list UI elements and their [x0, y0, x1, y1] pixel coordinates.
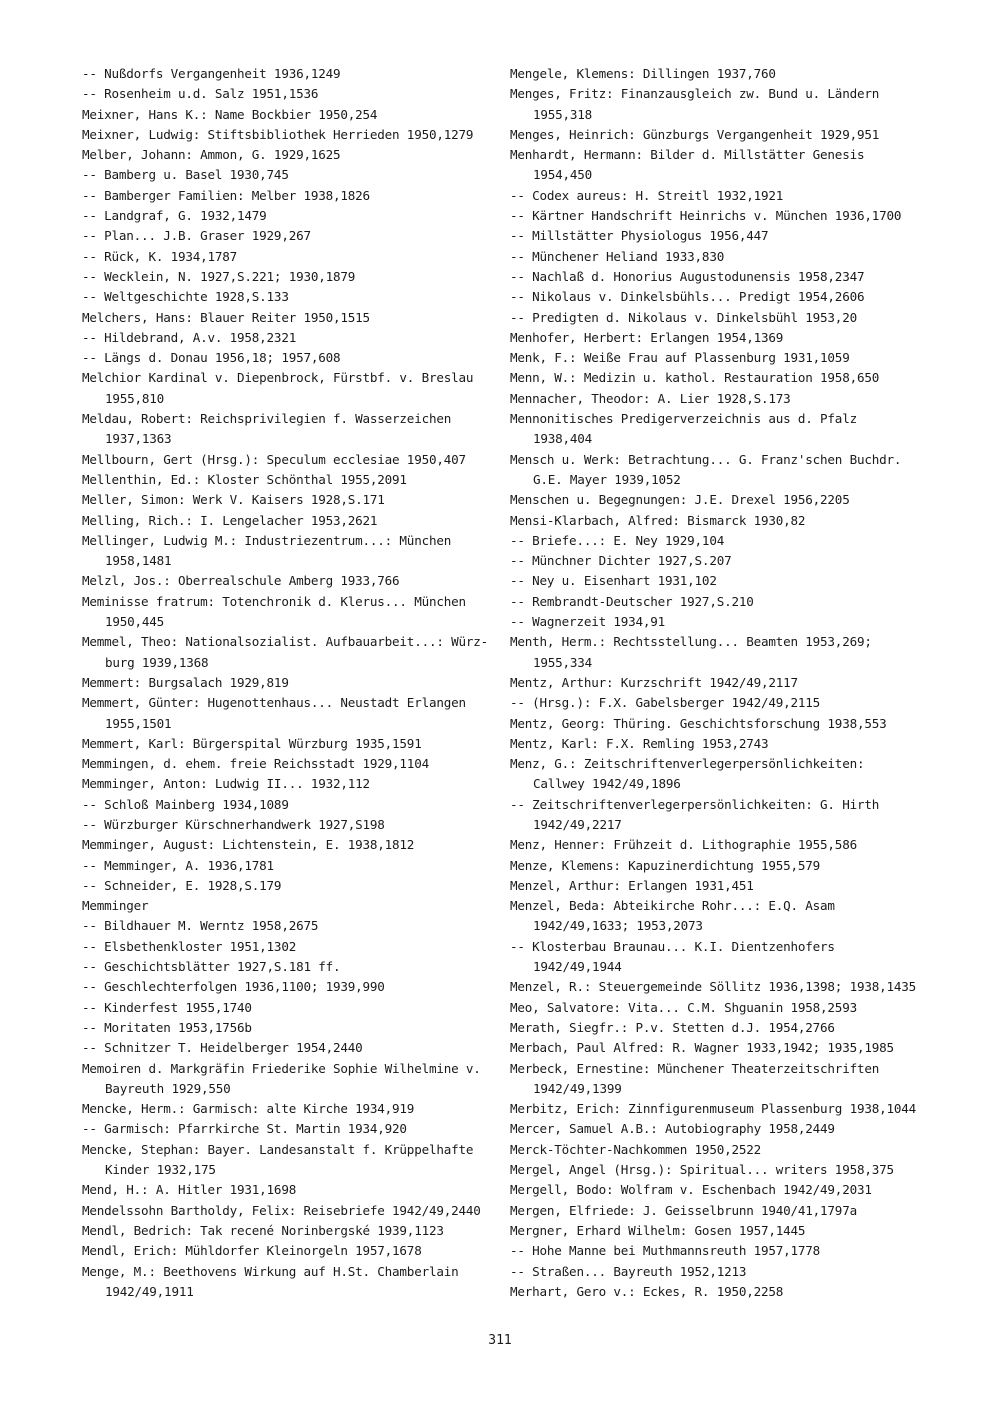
index-entry: -- Landgraf, G. 1932,1479 — [82, 208, 267, 224]
index-entry: Mensi-Klarbach, Alfred: Bismarck 1930,82 — [510, 512, 806, 528]
index-entry: Memmingen, d. ehem. freie Reichsstadt 1929,1104 — [82, 756, 429, 772]
index-entry: Merbitz, Erich: Zinnfigurenmuseum Plassenburg 1938,1044 — [510, 1101, 917, 1117]
index-entry-continuation: Callwey 1942/49,1896 — [533, 776, 681, 792]
index-entry-continuation: burg 1939,1368 — [105, 654, 209, 670]
index-entry: -- Schnitzer T. Heidelberger 1954,2440 — [82, 1040, 363, 1056]
index-entry: -- Garmisch: Pfarrkirche St. Martin 1934,920 — [82, 1121, 407, 1137]
index-entry-continuation: 1937,1363 — [105, 431, 172, 447]
index-entry-continuation: Bayreuth 1929,550 — [105, 1080, 231, 1096]
index-entry: -- Nachlaß d. Honorius Augustodunensis 1958,2347 — [510, 268, 865, 284]
index-entry: Menzel, Arthur: Erlangen 1931,451 — [510, 877, 754, 893]
index-entry: Melchers, Hans: Blauer Reiter 1950,1515 — [82, 309, 370, 325]
index-entry: Mellenthin, Ed.: Kloster Schönthal 1955,2091 — [82, 471, 407, 487]
index-entry: Mercer, Samuel A.B.: Autobiography 1958,2449 — [510, 1121, 835, 1137]
index-entry: Mencke, Stephan: Bayer. Landesanstalt f. Krüppelhafte — [82, 1141, 474, 1157]
left-column — [82, 64, 492, 1302]
index-entry: -- Rosenheim u.d. Salz 1951,1536 — [82, 86, 319, 102]
index-entry: Meixner, Ludwig: Stiftsbibliothek Herrieden 1950,1279 — [82, 126, 474, 142]
index-entry: Melling, Rich.: I. Lengelacher 1953,2621 — [82, 512, 378, 528]
index-entry-continuation: 1954,450 — [533, 167, 593, 183]
index-entry: -- Schloß Mainberg 1934,1089 — [82, 796, 289, 812]
index-entry: Merbeck, Ernestine: Münchener Theaterzeitschriften — [510, 1060, 880, 1076]
index-entry: Memmert: Burgsalach 1929,819 — [82, 674, 289, 690]
index-entry: -- Rembrandt-Deutscher 1927,S.210 — [510, 593, 754, 609]
index-entry: Memminger — [82, 898, 149, 914]
index-entry: Menn, W.: Medizin u. kathol. Restauration 1958,650 — [510, 370, 880, 386]
index-entry: Mentz, Karl: F.X. Remling 1953,2743 — [510, 735, 769, 751]
index-entry-continuation: 1955,810 — [105, 390, 165, 406]
index-entry: -- Moritaten 1953,1756b — [82, 1019, 252, 1035]
index-entry: Merhart, Gero v.: Eckes, R. 1950,2258 — [510, 1283, 784, 1299]
index-entry-continuation: 1942/49,1944 — [533, 959, 622, 975]
index-entry: Menze, Klemens: Kapuzinerdichtung 1955,579 — [510, 857, 821, 873]
index-entry: -- Geschichtsblätter 1927,S.181 ff. — [82, 959, 341, 975]
index-entry: -- Weltgeschichte 1928,S.133 — [82, 289, 289, 305]
index-entry: Mennacher, Theodor: A. Lier 1928,S.173 — [510, 390, 791, 406]
index-entry: Merck-Töchter-Nachkommen 1950,2522 — [510, 1141, 761, 1157]
index-entry: -- Plan... J.B. Graser 1929,267 — [82, 228, 311, 244]
index-entry: Mellbourn, Gert (Hrsg.): Speculum ecclesiae 1950,407 — [82, 451, 466, 467]
index-entry: Menz, G.: Zeitschriftenverlegerpersönlichkeiten: — [510, 756, 865, 772]
index-entry: Memminger, Anton: Ludwig II... 1932,112 — [82, 776, 370, 792]
index-entry: Mergell, Bodo: Wolfram v. Eschenbach 1942/49,2031 — [510, 1182, 872, 1198]
index-entry: -- Memminger, A. 1936,1781 — [82, 857, 274, 873]
index-entry: Mergel, Angel (Hrsg.): Spiritual... writers 1958,375 — [510, 1162, 894, 1178]
index-entry: -- Straßen... Bayreuth 1952,1213 — [510, 1263, 747, 1279]
index-entry: Mentz, Georg: Thüring. Geschichtsforschung 1938,553 — [510, 715, 887, 731]
index-entry: -- Wagnerzeit 1934,91 — [510, 614, 666, 630]
index-entry: -- Hildebrand, A.v. 1958,2321 — [82, 329, 297, 345]
index-entry: -- Schneider, E. 1928,S.179 — [82, 877, 282, 893]
index-entry: -- Zeitschriftenverlegerpersönlichkeiten: G. Hirth — [510, 796, 880, 812]
index-entry: Memoiren d. Markgräfin Friederike Sophie Wilhelmine v. — [82, 1060, 481, 1076]
index-entry: Menschen u. Begegnungen: J.E. Drexel 1956,2205 — [510, 492, 850, 508]
index-entry-continuation: 1955,1501 — [105, 715, 172, 731]
index-entry-continuation: 1942/49,1399 — [533, 1080, 622, 1096]
index-entry: Mend, H.: A. Hitler 1931,1698 — [82, 1182, 297, 1198]
index-entry-continuation: 1938,404 — [533, 431, 593, 447]
index-entry: Memminger, August: Lichtenstein, E. 1938,1812 — [82, 837, 415, 853]
index-entry: Mergen, Elfriede: J. Geisselbrunn 1940/41,1797a — [510, 1202, 857, 1218]
index-entry: -- Münchener Heliand 1933,830 — [510, 248, 725, 264]
index-entry: Memmert, Günter: Hugenottenhaus... Neustadt Erlangen — [82, 695, 466, 711]
index-entry: Menk, F.: Weiße Frau auf Plassenburg 1931,1059 — [510, 350, 850, 366]
index-entry: Menges, Fritz: Finanzausgleich zw. Bund u. Ländern — [510, 86, 880, 102]
index-entry: -- Klosterbau Braunau... K.I. Dientzenhofers — [510, 938, 835, 954]
index-entry-continuation: 1950,445 — [105, 614, 165, 630]
index-entry: Melchior Kardinal v. Diepenbrock, Fürstbf. v. Breslau — [82, 370, 474, 386]
index-entry: Memmert, Karl: Bürgerspital Würzburg 1935,1591 — [82, 735, 422, 751]
index-entry: Menges, Heinrich: Günzburgs Vergangenheit 1929,951 — [510, 126, 880, 142]
index-entry: -- Nußdorfs Vergangenheit 1936,1249 — [82, 66, 341, 81]
index-entry: Menz, Henner: Frühzeit d. Lithographie 1955,586 — [510, 837, 857, 853]
index-entry: -- Hohe Manne bei Muthmannsreuth 1957,1778 — [510, 1243, 821, 1259]
index-entry-continuation: G.E. Mayer 1939,1052 — [533, 471, 681, 487]
index-entry: Mellinger, Ludwig M.: Industriezentrum...: München — [82, 532, 452, 548]
index-entry: -- Briefe...: E. Ney 1929,104 — [510, 532, 725, 548]
index-entry-continuation: 1942/49,2217 — [533, 816, 622, 832]
index-entry-continuation: 1958,1481 — [105, 553, 172, 569]
index-entry: Melber, Johann: Ammon, G. 1929,1625 — [82, 147, 341, 163]
index-entry: Mengele, Klemens: Dillingen 1937,760 — [510, 66, 776, 81]
index-entry: Menhardt, Hermann: Bilder d. Millstätter Genesis — [510, 147, 865, 163]
index-entry: Melzl, Jos.: Oberrealschule Amberg 1933,766 — [82, 573, 400, 589]
index-entry-continuation: 1942/49,1911 — [105, 1283, 194, 1299]
index-entry: -- Würzburger Kürschnerhandwerk 1927,S198 — [82, 816, 385, 832]
index-entry: -- Nikolaus v. Dinkelsbühls... Predigt 1954,2606 — [510, 289, 865, 305]
index-entry: Mendl, Erich: Mühldorfer Kleinorgeln 1957,1678 — [82, 1243, 422, 1259]
index-entry: -- Bamberg u. Basel 1930,745 — [82, 167, 289, 183]
index-entry: Menzel, Beda: Abteikirche Rohr...: E.Q. Asam — [510, 898, 835, 914]
index-entry: Menge, M.: Beethovens Wirkung auf H.St. Chamberlain — [82, 1263, 459, 1279]
index-entry-continuation: 1955,318 — [533, 106, 593, 122]
index-entry: -- Kärtner Handschrift Heinrichs v. München 1936,1700 — [510, 208, 902, 224]
index-entry: Mendelssohn Bartholdy, Felix: Reisebriefe 1942/49,2440 — [82, 1202, 481, 1218]
index-entry: Mergner, Erhard Wilhelm: Gosen 1957,1445 — [510, 1222, 806, 1238]
index-entry: Mensch u. Werk: Betrachtung... G. Franz'schen Buchdr. — [510, 451, 902, 467]
index-entry: Mennonitisches Predigerverzeichnis aus d. Pfalz — [510, 411, 857, 427]
index-entry: Memmel, Theo: Nationalsozialist. Aufbauarbeit...: Würz- — [82, 634, 489, 650]
index-entry: Meo, Salvatore: Vita... C.M. Shguanin 1958,2593 — [510, 999, 857, 1015]
index-entry: -- Millstätter Physiologus 1956,447 — [510, 228, 769, 244]
index-entry-continuation: 1942/49,1633; 1953,2073 — [533, 918, 703, 934]
index-entry: -- (Hrsg.): F.X. Gabelsberger 1942/49,2115 — [510, 695, 821, 711]
index-entry: -- Elsbethenkloster 1951,1302 — [82, 938, 297, 954]
index-entry: Meixner, Hans K.: Name Bockbier 1950,254 — [82, 106, 378, 122]
index-entry: Menzel, R.: Steuergemeinde Söllitz 1936,1398; 1938,1435 — [510, 979, 917, 995]
index-entry: -- Wecklein, N. 1927,S.221; 1930,1879 — [82, 268, 356, 284]
index-entry: -- Predigten d. Nikolaus v. Dinkelsbühl 1953,20 — [510, 309, 857, 325]
index-entry: Menhofer, Herbert: Erlangen 1954,1369 — [510, 329, 784, 345]
index-entry: -- Rück, K. 1934,1787 — [82, 248, 238, 264]
index-entry: Merath, Siegfr.: P.v. Stetten d.J. 1954,2766 — [510, 1019, 835, 1035]
index-entry-continuation: 1955,334 — [533, 654, 593, 670]
index-entry-continuation: Kinder 1932,175 — [105, 1162, 216, 1178]
index-entry: Merbach, Paul Alfred: R. Wagner 1933,1942; 1935,1985 — [510, 1040, 894, 1056]
index-entry: -- Bamberger Familien: Melber 1938,1826 — [82, 187, 370, 203]
index-entry: Meller, Simon: Werk V. Kaisers 1928,S.171 — [82, 492, 385, 508]
index-entry: Meminisse fratrum: Totenchronik d. Klerus... München — [82, 593, 466, 609]
index-entry: -- Codex aureus: H. Streitl 1932,1921 — [510, 187, 784, 203]
page-number: 311 — [488, 1333, 512, 1348]
index-entry: -- Kinderfest 1955,1740 — [82, 999, 252, 1015]
index-entry: Meldau, Robert: Reichsprivilegien f. Wasserzeichen — [82, 411, 452, 427]
index-entry: -- Münchner Dichter 1927,S.207 — [510, 553, 732, 569]
index-entry: Mentz, Arthur: Kurzschrift 1942/49,2117 — [510, 674, 798, 690]
index-entry: Mencke, Herm.: Garmisch: alte Kirche 1934,919 — [82, 1101, 415, 1117]
index-entry: -- Bildhauer M. Werntz 1958,2675 — [82, 918, 319, 934]
index-entry: -- Ney u. Eisenhart 1931,102 — [510, 573, 717, 589]
index-entry: -- Längs d. Donau 1956,18; 1957,608 — [82, 350, 341, 366]
index-entry: Mendl, Bedrich: Tak recené Norinbergské 1939,1123 — [82, 1222, 444, 1238]
index-entry: Menth, Herm.: Rechtsstellung... Beamten 1953,269; — [510, 634, 872, 650]
right-column — [510, 64, 920, 1302]
index-entry: -- Geschlechterfolgen 1936,1100; 1939,990 — [82, 979, 385, 995]
